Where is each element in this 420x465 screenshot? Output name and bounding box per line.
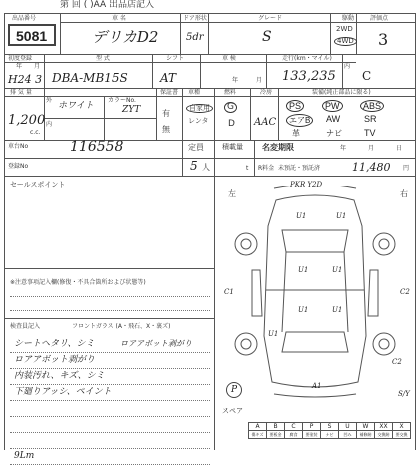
- damage-mark: U1: [332, 306, 343, 314]
- capacity-label: 定員: [188, 143, 204, 152]
- fuel-g: G: [224, 102, 237, 113]
- damage-mark: U1: [296, 212, 307, 220]
- recycle-amount: 11,480: [352, 161, 391, 174]
- reg-month-label: 月: [34, 63, 41, 70]
- option-navi: ナビ: [326, 129, 342, 138]
- legend-word: 要板金: [266, 430, 285, 439]
- recycle-label: R料金: [258, 165, 275, 172]
- note-line: [10, 352, 210, 353]
- expiry-label: 名変期限: [262, 143, 294, 152]
- owner-label: 車種: [188, 89, 201, 96]
- displacement-value: 1,200: [8, 113, 46, 128]
- drive-2wd: 2WD: [336, 25, 353, 33]
- legend-letter: XX: [374, 422, 393, 431]
- doors-label: ドア形状: [183, 15, 207, 22]
- car-name-label: 車 名: [112, 15, 126, 22]
- chassis-label: 車台No: [8, 143, 29, 150]
- capacity-unit: 人: [202, 163, 210, 172]
- option-pw: PW: [322, 100, 343, 112]
- damage-mark: U1: [298, 266, 309, 274]
- legend-word: 交換跡: [374, 430, 393, 439]
- damage-mark: C2: [400, 288, 410, 296]
- note-line: [10, 416, 210, 417]
- ac-label: 冷房: [260, 89, 273, 96]
- option-tv: TV: [364, 128, 376, 138]
- recycle-text: 未預託・預託済: [278, 165, 321, 172]
- chassis-value: 116558: [70, 139, 124, 155]
- equip-label: 装備(純正部品に限る): [312, 89, 371, 96]
- car-diagram: [216, 186, 414, 398]
- shift-label: シフト: [166, 55, 185, 62]
- note-line: [10, 432, 210, 433]
- warranty-label: 保証書: [160, 89, 179, 96]
- damage-mark: U1: [298, 306, 309, 314]
- model-value: DBA-MB15S: [52, 71, 128, 85]
- expiry-month: 月: [368, 145, 375, 152]
- legend-letter: A: [248, 422, 267, 431]
- legend-word: 腐食: [284, 430, 303, 439]
- note-line: [10, 400, 210, 401]
- option-sr: SR: [364, 114, 377, 124]
- capacity-value: 5: [190, 159, 198, 173]
- model-label: 型 式: [96, 55, 110, 62]
- legend-letter: U: [338, 422, 357, 431]
- windshield-label: フロントガラス (A・飛石、X・裏ズ): [72, 323, 171, 330]
- damage-mark: U1: [268, 330, 279, 338]
- reg-year-label: 年: [16, 63, 23, 70]
- option-ps: PS: [286, 100, 304, 112]
- drive-label: 駆動: [342, 15, 355, 22]
- fuel-label: 燃料: [224, 89, 237, 96]
- legend-letter: B: [266, 422, 285, 431]
- grade-value: S: [262, 29, 272, 45]
- interior-label: 内: [344, 63, 351, 70]
- interior-grade: C: [362, 69, 372, 83]
- legend-word: 凹み: [338, 430, 357, 439]
- legend-letter: S: [320, 422, 339, 431]
- legend-letter: X: [392, 422, 411, 431]
- option-airbag: エアB: [286, 114, 313, 127]
- legend-word: 要交換: [392, 430, 411, 439]
- inspector-note: 内装汚れ、キズ、シミ: [14, 371, 105, 381]
- expiry-day: 日: [396, 145, 403, 152]
- option-aw: AW: [326, 114, 341, 124]
- color-no-value: ZYT: [122, 105, 141, 115]
- score-value: 3: [378, 30, 389, 49]
- legend-letter: W: [356, 422, 375, 431]
- note-line: [10, 384, 210, 385]
- inspector-label: 検査員記入: [10, 323, 41, 330]
- inspector-note: 9Lm: [14, 451, 35, 461]
- spare-p-mark: P: [230, 385, 238, 395]
- inspection-label: 車 検: [222, 55, 236, 62]
- ext-color-label: 外: [46, 97, 53, 104]
- owner-type: 自家用: [186, 104, 213, 113]
- inspector-note: 下廻りアッシ、ペイント: [14, 387, 112, 397]
- warranty-none: 無: [162, 125, 170, 134]
- ac-value: AAC: [254, 117, 277, 128]
- inspector-note: ロアアボット剥がり: [14, 355, 96, 365]
- damage-mark: C1: [224, 288, 234, 296]
- drive-4wd: 4WD: [334, 37, 357, 46]
- int-color-label: 内: [46, 121, 53, 128]
- damage-mark: U1: [332, 266, 343, 274]
- displacement-label: 排 気 量: [10, 89, 32, 96]
- legend-word: 傷キズ: [248, 430, 267, 439]
- legend-letter: C: [284, 422, 303, 431]
- legend-word: 要塗装: [302, 430, 321, 439]
- spare-tire-icon: [226, 382, 242, 398]
- damage-mark: C2: [392, 358, 402, 366]
- reg-value: H24 3: [8, 73, 43, 86]
- fuel-d: D: [228, 119, 235, 129]
- mileage-label: 走行(km・マイル): [282, 55, 332, 62]
- insp-month-label: 月: [256, 77, 263, 84]
- score-label: 評価点: [370, 15, 389, 22]
- diagram-top-note: PKR Y2D: [290, 181, 323, 189]
- shift-value: AT: [160, 71, 177, 85]
- note-line: [10, 368, 210, 369]
- colorno-label: カラーNo.: [108, 97, 136, 104]
- yen-unit: 円: [403, 165, 410, 172]
- top-marks: 第 回 ( )AA 出品店記入: [60, 0, 155, 10]
- warranty-have: 有: [162, 109, 170, 118]
- load-label: 積載量: [222, 143, 243, 151]
- lot-number: 5081: [16, 28, 48, 44]
- load-unit: t: [246, 165, 249, 172]
- option-abs: ABS: [360, 100, 384, 112]
- selling-points-label: セールスポイント: [10, 181, 66, 189]
- damage-mark: A1: [312, 382, 322, 390]
- car-name: デリカD2: [92, 28, 159, 46]
- legend-word: ナビ: [320, 430, 339, 439]
- damage-mark: S/Y: [398, 390, 410, 398]
- cc-unit: c.c.: [30, 129, 41, 136]
- inspector-note: シートヘタリ、シミ: [14, 339, 95, 349]
- mileage-value: 133,235: [282, 69, 336, 84]
- inspector-note-extra: ロアアボット剥がり: [120, 339, 192, 348]
- legend-letter: P: [302, 422, 321, 431]
- reg-no-label: 登録No: [8, 163, 29, 170]
- lot-label: 出品番号: [12, 15, 37, 22]
- insp-year-label: 年: [232, 77, 239, 84]
- doors-value: 5dr: [186, 32, 204, 43]
- right-side-label: 右: [400, 189, 408, 198]
- note-line: [10, 448, 210, 449]
- reg-label: 初度登録: [8, 55, 33, 62]
- grade-label: グレード: [258, 15, 283, 22]
- spare-label: スペア: [222, 407, 243, 415]
- option-leather: 革: [292, 129, 300, 138]
- expiry-year: 年: [340, 145, 347, 152]
- damage-mark: U1: [336, 212, 347, 220]
- notes-label: ※注意事項記入欄(修復・不具合箇所および状態等): [10, 279, 146, 286]
- ext-color-value: ホワイト: [58, 101, 94, 111]
- legend-word: 補修跡: [356, 430, 375, 439]
- owner-rental: レンタ: [188, 117, 209, 125]
- left-side-label: 左: [228, 189, 236, 198]
